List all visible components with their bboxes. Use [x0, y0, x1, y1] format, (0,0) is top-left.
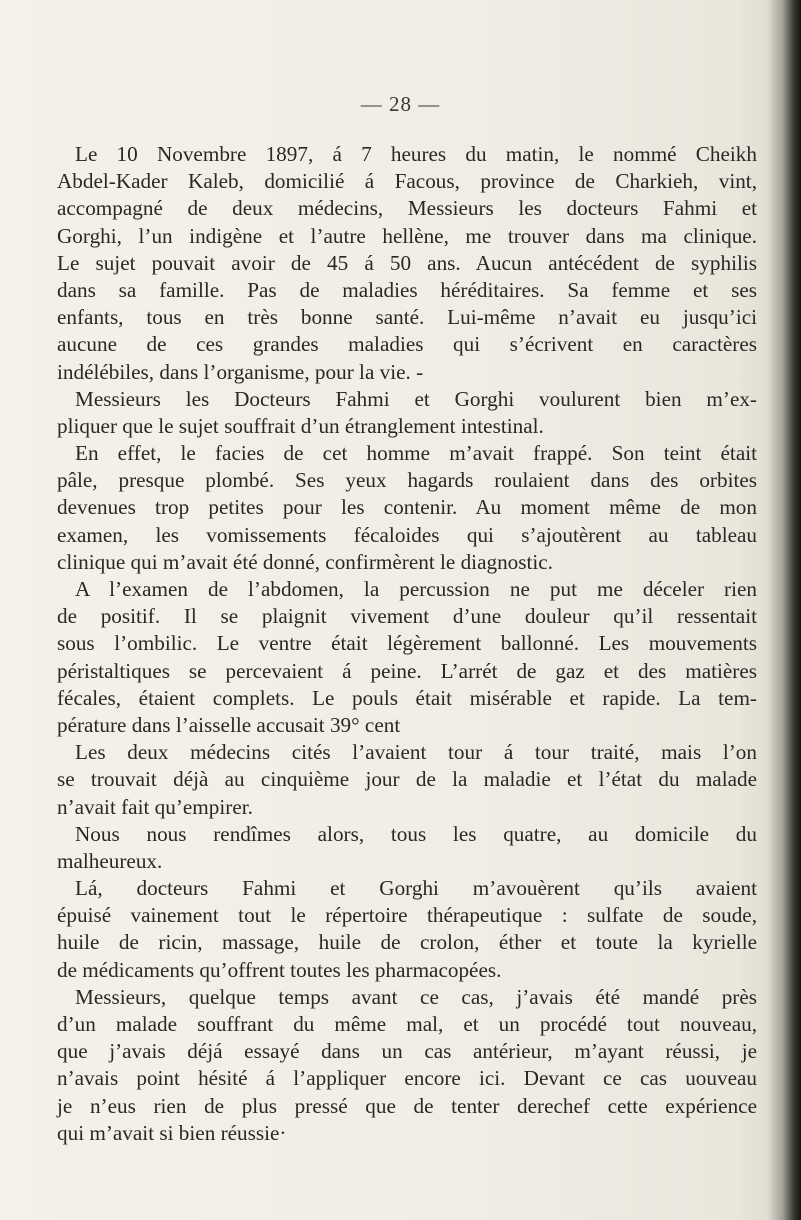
text-line: Le sujet pouvait avoir de 45 á 50 ans. Aucun antécédent de syphilis	[57, 250, 757, 275]
body-text	[57, 141, 757, 1147]
text-line: de positif. Il se plaignit vivement d’une douleur qu’il ressentait	[57, 604, 757, 629]
text-line: se trouvait déjà au cinquième jour de la maladie et l’état du malade	[57, 767, 757, 792]
text-line: huile de ricin, massage, huile de crolon, éther et toute la kyrielle	[57, 930, 757, 955]
text-line: Gorghi, l’un indigène et l’autre hellène, me trouver dans ma clinique.	[57, 223, 757, 248]
text-line: Les deux médecins cités l’avaient tour á tour traité, mais l’on	[75, 740, 757, 765]
text-line: A l’examen de l’abdomen, la percussion ne put me déceler rien	[75, 577, 757, 601]
text-line: Abdel-Kader Kaleb, domicilié á Facous, province de Charkieh, vint,	[57, 169, 757, 194]
text-line: aucune de ces grandes maladies qui s’écrivent en caractères	[57, 332, 757, 357]
text-line: examen, les vomissements fécaloides qui s’ajoutèrent au tableau	[57, 522, 757, 547]
text-line: accompagné de deux médecins, Messieurs les docteurs Fahmi et	[57, 196, 757, 221]
text-line: Le 10 Novembre 1897, á 7 heures du matin, le nommé Cheikh	[75, 142, 757, 166]
text-line: Messieurs les Docteurs Fahmi et Gorghi voulurent bien m’ex-	[75, 386, 757, 411]
page-number: — 28 —	[360, 92, 441, 116]
text-line: fécales, étaient complets. Le pouls était misérable et rapide. La tem-	[57, 685, 757, 710]
text-line: En effet, le facies de cet homme m’avait frappé. Son teint était	[75, 441, 757, 466]
text-line: pérature dans l’aisselle accusait 39° cent	[57, 712, 401, 737]
page-edge-shadow	[767, 0, 801, 1220]
text-line: Lá, docteurs Fahmi et Gorghi m’avouèrent qu’ils avaient	[75, 876, 757, 901]
text-line: dans sa famille. Pas de maladies héréditaires. Sa femme et ses	[57, 277, 757, 302]
text-line: Messieurs, quelque temps avant ce cas, j’avais été mandé près	[75, 984, 757, 1009]
text-line: sous l’ombilic. Le ventre était légèrement ballonné. Les mouvements	[57, 631, 757, 656]
text-line: pâle, presque plombé. Ses yeux hagards roulaient dans des orbites	[57, 468, 757, 493]
text-line: épuisé vainement tout le répertoire thérapeutique : sulfate de soude,	[57, 903, 757, 928]
text-line: que j’avais déjá essayé dans un cas antérieur, m’ayant réussi, je	[57, 1039, 757, 1064]
text-line: enfants, tous en très bonne santé. Lui-même n’avait eu jusqu’ici	[57, 305, 757, 330]
text-line: malheureux.	[57, 848, 163, 873]
text-line: pliquer que le sujet souffrait d’un étranglement intestinal.	[57, 413, 544, 438]
text-line: clinique qui m’avait été donné, confirmèrent le diagnostic.	[57, 549, 553, 574]
text-line: qui m’avait si bien réussie·	[57, 1120, 287, 1145]
text-line: n’avais point hésité á l’appliquer encore ici. Devant ce cas uouveau	[57, 1066, 757, 1091]
text-line: je n’eus rien de plus pressé que de tenter derechef cette expérience	[57, 1093, 757, 1118]
text-line: Nous nous rendîmes alors, tous les quatre, au domicile du	[75, 821, 757, 846]
text-line: indélébiles, dans l’organisme, pour la vie. -	[57, 359, 424, 384]
text-line: n’avait fait qu’empirer.	[57, 794, 253, 819]
text-line: d’un malade souffrant du même mal, et un procédé tout nouveau,	[57, 1012, 757, 1036]
text-line: devenues trop petites pour les contenir. Au moment même de mon	[57, 495, 757, 520]
text-line: péristaltiques se percevaient á peine. L’arrét de gaz et des matières	[57, 658, 757, 683]
text-line: de médicaments qu’offrent toutes les pharmacopées.	[57, 957, 502, 982]
